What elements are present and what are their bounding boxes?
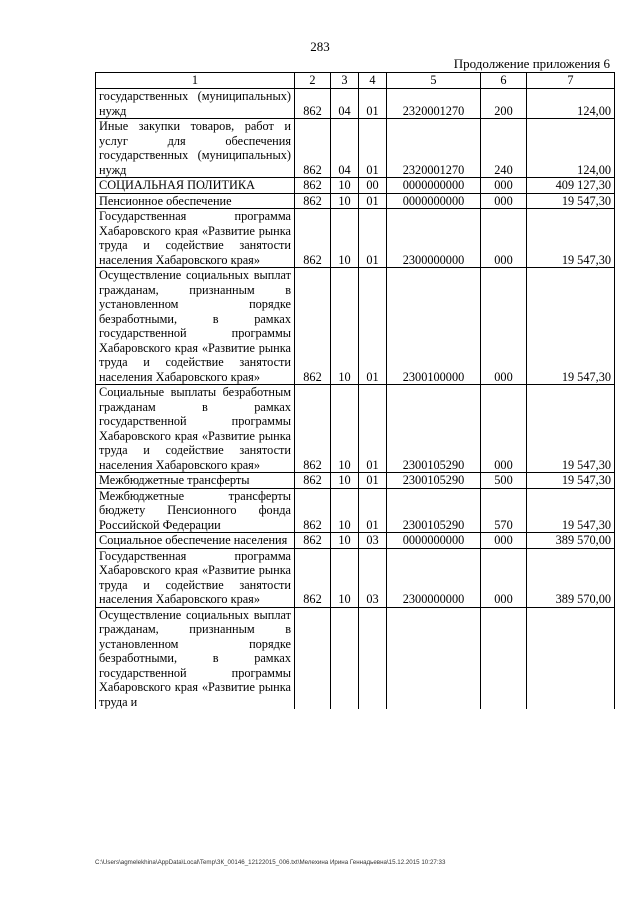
subsection-code-cell: 01 — [359, 209, 387, 268]
amount-cell: 389 570,00 — [527, 548, 615, 607]
subsection-code-cell: 01 — [359, 488, 387, 533]
amount-cell: 409 127,30 — [527, 178, 615, 194]
row-name-cell: СОЦИАЛЬНАЯ ПОЛИТИКА — [96, 178, 295, 194]
expense-type-cell: 000 — [481, 209, 527, 268]
row-name-cell: Межбюджетные трансферты бюджету Пенсионного фонда Российской Федерации — [96, 488, 295, 533]
table-row — [96, 607, 615, 709]
ministry-code-cell: 862 — [295, 119, 331, 178]
target-article-cell: 0000000000 — [387, 178, 481, 194]
subsection-code-cell: 00 — [359, 178, 387, 194]
row-name-cell: Социальные выплаты безработным гражданам в рамках государственной программы Хабаровского края «Развитие рынка труда и содействие занятости населения Хабаровского края» — [96, 385, 295, 473]
amount-cell: 389 570,00 — [527, 533, 615, 549]
row-name-cell: Социальное обеспечение населения — [96, 533, 295, 549]
target-article-cell — [387, 607, 481, 709]
budget-table — [95, 72, 615, 709]
subsection-code-cell: 01 — [359, 473, 387, 489]
ministry-code-cell: 862 — [295, 268, 331, 385]
table-row — [96, 193, 615, 209]
table-row — [96, 178, 615, 194]
subsection-code-cell: 01 — [359, 119, 387, 178]
row-name-cell: Государственная программа Хабаровского края «Развитие рынка труда и содействие занятости населения Хабаровского края» — [96, 209, 295, 268]
amount-cell: 19 547,30 — [527, 473, 615, 489]
target-article-cell: 0000000000 — [387, 533, 481, 549]
row-name-cell: Иные закупки товаров, работ и услуг для обеспечения государственных (муниципальных) нужд — [96, 119, 295, 178]
ministry-code-cell: 862 — [295, 209, 331, 268]
table-body — [96, 89, 615, 710]
amount-cell: 124,00 — [527, 89, 615, 119]
row-name-cell: государственных (муниципальных) нужд — [96, 89, 295, 119]
amount-cell: 19 547,30 — [527, 193, 615, 209]
ministry-code-cell: 862 — [295, 193, 331, 209]
section-code-cell: 10 — [331, 385, 359, 473]
column-header: 1 — [96, 73, 295, 89]
expense-type-cell: 000 — [481, 268, 527, 385]
target-article-cell: 2300105290 — [387, 488, 481, 533]
target-article-cell: 0000000000 — [387, 193, 481, 209]
column-header: 5 — [387, 73, 481, 89]
subsection-code-cell: 03 — [359, 533, 387, 549]
target-article-cell: 2320001270 — [387, 119, 481, 178]
section-code-cell: 04 — [331, 119, 359, 178]
file-path-footer: C:\Users\agmelekhina\AppData\Local\Temp\ЗК_00146_12122015_006.txt\Мелехина Ирина Геннадьевна\15.12.2015 10:27:33 — [95, 859, 446, 866]
expense-type-cell: 200 — [481, 89, 527, 119]
ministry-code-cell: 862 — [295, 385, 331, 473]
row-name-cell: Осуществление социальных выплат гражданам, признанным в установленном порядке безработными, в рамках государственной программы Хабаровского края «Развитие рынка труда и содействие занятости населения Хабаровского края» — [96, 268, 295, 385]
subsection-code-cell — [359, 607, 387, 709]
table-header — [96, 73, 615, 89]
table-row — [96, 209, 615, 268]
section-code-cell: 10 — [331, 533, 359, 549]
table-row — [96, 473, 615, 489]
table-row — [96, 268, 615, 385]
page-number: 283 — [310, 39, 330, 54]
subsection-code-cell: 03 — [359, 548, 387, 607]
section-code-cell: 10 — [331, 209, 359, 268]
section-code-cell: 10 — [331, 473, 359, 489]
ministry-code-cell — [295, 607, 331, 709]
section-code-cell: 10 — [331, 178, 359, 194]
subsection-code-cell: 01 — [359, 268, 387, 385]
header-row — [96, 73, 615, 89]
section-code-cell: 10 — [331, 193, 359, 209]
table-row — [96, 119, 615, 178]
expense-type-cell: 000 — [481, 193, 527, 209]
column-header: 4 — [359, 73, 387, 89]
target-article-cell: 2300105290 — [387, 473, 481, 489]
amount-cell: 19 547,30 — [527, 385, 615, 473]
ministry-code-cell: 862 — [295, 178, 331, 194]
amount-cell: 124,00 — [527, 119, 615, 178]
subsection-code-cell: 01 — [359, 89, 387, 119]
expense-type-cell: 500 — [481, 473, 527, 489]
expense-type-cell: 240 — [481, 119, 527, 178]
ministry-code-cell: 862 — [295, 548, 331, 607]
expense-type-cell: 000 — [481, 548, 527, 607]
ministry-code-cell: 862 — [295, 533, 331, 549]
section-code-cell: 10 — [331, 488, 359, 533]
column-header: 2 — [295, 73, 331, 89]
table-row — [96, 89, 615, 119]
section-code-cell — [331, 607, 359, 709]
table-row — [96, 533, 615, 549]
expense-type-cell: 000 — [481, 178, 527, 194]
ministry-code-cell: 862 — [295, 488, 331, 533]
row-name-cell: Осуществление социальных выплат гражданам, признанным в установленном порядке безработными, в рамках государственной программы Хабаровского края «Развитие рынка труда и — [96, 607, 295, 709]
target-article-cell: 2300105290 — [387, 385, 481, 473]
target-article-cell: 2300000000 — [387, 548, 481, 607]
subsection-code-cell: 01 — [359, 385, 387, 473]
target-article-cell: 2320001270 — [387, 89, 481, 119]
amount-cell: 19 547,30 — [527, 268, 615, 385]
subsection-code-cell: 01 — [359, 193, 387, 209]
amount-cell: 19 547,30 — [527, 209, 615, 268]
section-code-cell: 10 — [331, 548, 359, 607]
row-name-cell: Межбюджетные трансферты — [96, 473, 295, 489]
row-name-cell: Государственная программа Хабаровского края «Развитие рынка труда и содействие занятости населения Хабаровского края» — [96, 548, 295, 607]
amount-cell: 19 547,30 — [527, 488, 615, 533]
column-header: 3 — [331, 73, 359, 89]
expense-type-cell: 570 — [481, 488, 527, 533]
table-row — [96, 548, 615, 607]
table-row — [96, 488, 615, 533]
expense-type-cell: 000 — [481, 385, 527, 473]
expense-type-cell — [481, 607, 527, 709]
section-code-cell: 10 — [331, 268, 359, 385]
section-code-cell: 04 — [331, 89, 359, 119]
ministry-code-cell: 862 — [295, 473, 331, 489]
target-article-cell: 2300000000 — [387, 209, 481, 268]
row-name-cell: Пенсионное обеспечение — [96, 193, 295, 209]
column-header: 7 — [527, 73, 615, 89]
ministry-code-cell: 862 — [295, 89, 331, 119]
table-row — [96, 385, 615, 473]
appendix-continuation-note: Продолжение приложения 6 — [453, 56, 610, 71]
amount-cell — [527, 607, 615, 709]
expense-type-cell: 000 — [481, 533, 527, 549]
target-article-cell: 2300100000 — [387, 268, 481, 385]
column-header: 6 — [481, 73, 527, 89]
